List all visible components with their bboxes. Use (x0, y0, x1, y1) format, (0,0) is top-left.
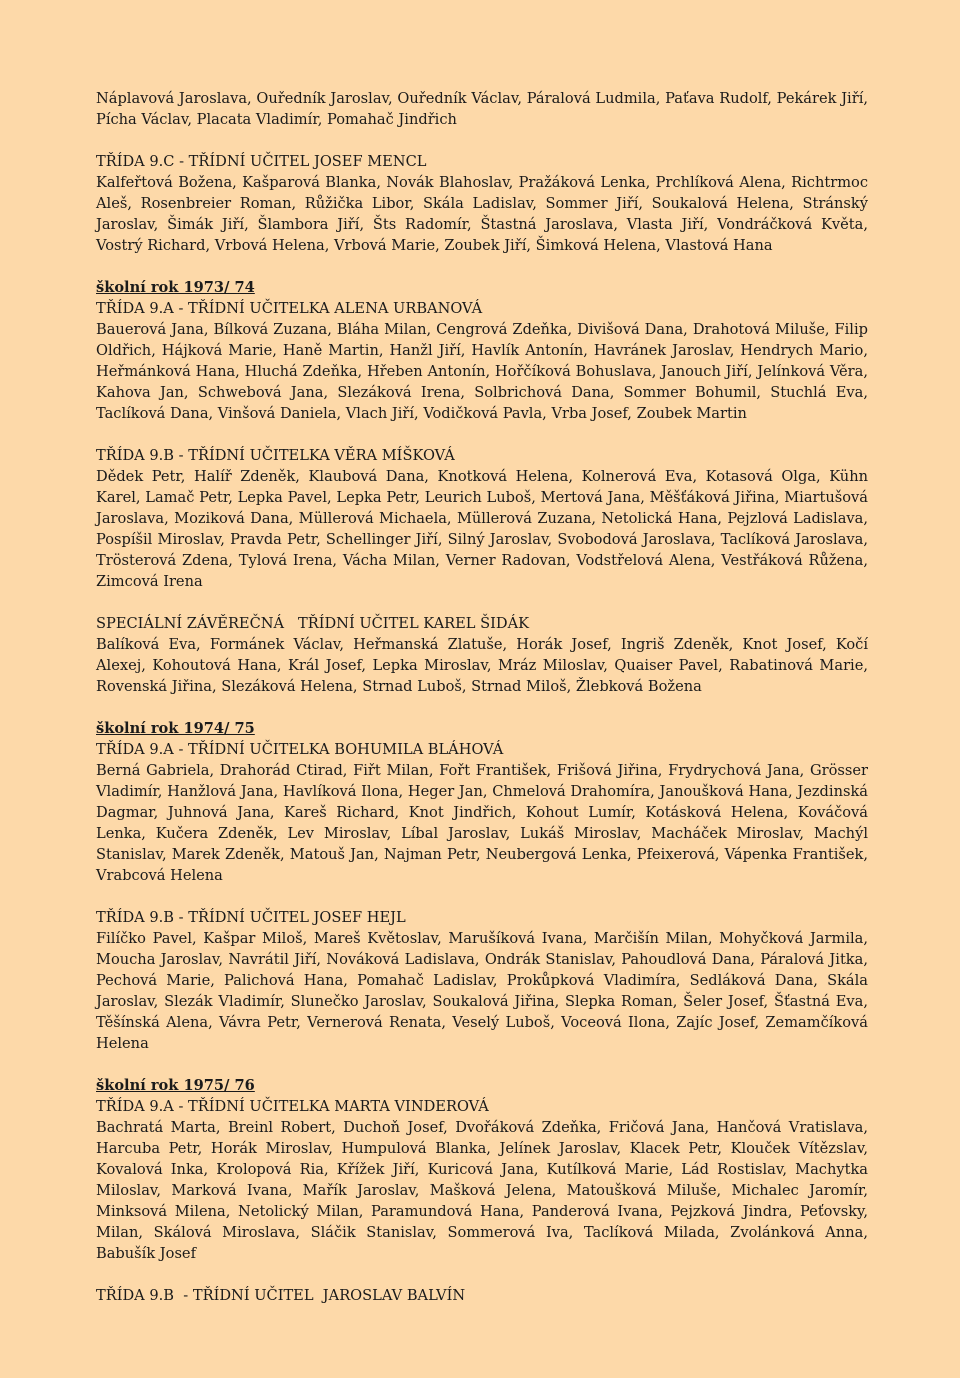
spacer (96, 697, 868, 718)
spacer (96, 886, 868, 907)
special-class-1974-heading: SPECIÁLNÍ ZÁVĚREČNÁ TŘÍDNÍ UČITEL KAREL ŠIDÁK (96, 615, 530, 632)
class-9a-1974-names: Bauerová Jana, Bílková Zuzana, Bláha Milan, Cengrová Zdeňka, Divišová Dana, Drahotová Miluše, Filip Oldřich, Hájková Marie, Haně Martin, Hanžl Jiří, Havlík Antonín, Havránek Jaroslav, Hendrych Mario, Heřmánková Hana, Hluchá Zdeňka, Hřeben Antonín, Hořčíková Bohuslava, Janouch Jiří, Jelínková Věra, Kahova Jan, Schwebová Jana, Slezáková Irena, Solbrichová Dana, Sommer Bohumil, Stuchlá Eva, Taclíková Dana, Vinšová Daniela, Vlach Jiří, Vodičková Pavla, Vrba Josef, Zoubek Martin (96, 321, 868, 422)
spacer (96, 424, 868, 445)
class-9a-1975-heading: TŘÍDA 9.A - TŘÍDNÍ UČITELKA BOHUMILA BLÁHOVÁ (96, 741, 504, 758)
special-class-1974-names: Balíková Eva, Formánek Václav, Heřmanská Zlatuše, Horák Josef, Ingriš Zdeněk, Knot Josef, Kočí Alexej, Kohoutová Hana, Král Josef, Lepka Miroslav, Mráz Miloslav, Quaiser Pavel, Rabatinová Marie, Rovenská Jiřina, Slezáková Helena, Strnad Luboš, Strnad Miloš, Žlebková Božena (96, 636, 868, 695)
class-9a-1975-names: Berná Gabriela, Drahorád Ctirad, Fiřt Milan, Fořt František, Frišová Jiřina, Frydrychová Jana, Grösser Vladimír, Hanžlová Jana, Havlíková Ilona, Heger Jan, Chmelová Drahomíra, Janoušková Hana, Jezdinská Dagmar, Juhnová Jana, Kareš Richard, Knot Jindřich, Kohout Lumír, Kotásková Helena, Kováčová Lenka, Kučera Zdeněk, Lev Miroslav, Líbal Jaroslav, Lukáš Miroslav, Macháček Miroslav, Machýl Stanislav, Marek Zdeněk, Matouš Jan, Najman Petr, Neubergová Lenka, Pfeixerová, Vápenka František, Vrabcová Helena (96, 762, 868, 884)
class-9a-1974-heading: TŘÍDA 9.A - TŘÍDNÍ UČITELKA ALENA URBANOVÁ (96, 300, 483, 317)
spacer (96, 1264, 868, 1285)
spacer (96, 130, 868, 151)
class-9a-1976-names: Bachratá Marta, Breinl Robert, Duchoň Josef, Dvořáková Zdeňka, Fričová Jana, Hančová Vratislava, Harcuba Petr, Horák Miroslav, Humpulová Blanka, Jelínek Jaroslav, Klacek Petr, Klouček Vítězslav, Kovalová Inka, Krolopová Ria, Křížek Jiří, Kuricová Jana, Kutílková Marie, Lád Rostislav, Machytka Miloslav, Marková Ivana, Mařík Jaroslav, Mašková Jelena, Matoušková Miluše, Michalec Jaromír, Minksová Milena, Netolický Milan, Paramundová Hana, Panderová Ivana, Pejzková Jindra, Peťovsky, Milan, Skálová Miroslava, Sláčik Stanislav, Sommerová Iva, Taclíková Milada, Zvolánková Anna, Babušík Josef (96, 1119, 868, 1262)
class-9c-1973-heading: TŘÍDA 9.C - TŘÍDNÍ UČITEL JOSEF MENCL (96, 153, 427, 170)
spacer (96, 256, 868, 277)
document-page (96, 88, 868, 1306)
school-year-1974-75: školní rok 1974/ 75 (96, 720, 255, 737)
class-9b-1974-heading: TŘÍDA 9.B - TŘÍDNÍ UČITELKA VĚRA MÍŠKOVÁ (96, 447, 455, 464)
school-year-1973-74: školní rok 1973/ 74 (96, 279, 255, 296)
class-9a-1976-heading: TŘÍDA 9.A - TŘÍDNÍ UČITELKA MARTA VINDEROVÁ (96, 1098, 489, 1115)
class-9b-1975-heading: TŘÍDA 9.B - TŘÍDNÍ UČITEL JOSEF HEJL (96, 909, 406, 926)
class-9b-1975-names: Filíčko Pavel, Kašpar Miloš, Mareš Květoslav, Marušíková Ivana, Marčišín Milan, Mohyčková Jarmila, Moucha Jaroslav, Navrátil Jiří, Nováková Ladislava, Ondrák Stanislav, Pahoudlová Dana, Páralová Jitka, Pechová Marie, Palichová Hana, Pomahač Ladislav, Prokůpková Vladimíra, Sedláková Dana, Skála Jaroslav, Slezák Vladimír, Slunečko Jaroslav, Soukalová Jiřina, Slepka Roman, Šeler Josef, Šťastná Eva, Těšínská Alena, Vávra Petr, Vernerová Renata, Veselý Luboš, Voceová Ilona, Zajíc Josef, Zemamčíková Helena (96, 930, 868, 1052)
class-9b-1974-names: Dědek Petr, Halíř Zdeněk, Klaubová Dana, Knotková Helena, Kolnerová Eva, Kotasová Olga, Kühn Karel, Lamač Petr, Lepka Pavel, Lepka Petr, Leurich Luboš, Mertová Jana, Měšťáková Jiřina, Miartušová Jaroslava, Moziková Dana, Müllerová Michaela, Müllerová Zuzana, Netolická Hana, Pejzlová Ladislava, Pospíšil Miroslav, Pravda Petr, Schellinger Jiří, Silný Jaroslav, Svobodová Jaroslava, Taclíková Jaroslava, Trösterová Zdena, Tylová Irena, Vácha Milan, Verner Radovan, Vodstřelová Alena, Vestřáková Růžena, Zimcová Irena (96, 468, 868, 590)
spacer (96, 592, 868, 613)
class-9c-1973-names: Kalfeřtová Božena, Kašparová Blanka, Novák Blahoslav, Pražáková Lenka, Prchlíková Alena, Richtrmoc Aleš, Rosenbreier Roman, Růžička Libor, Skála Ladislav, Sommer Jiří, Soukalová Helena, Stránský Jaroslav, Šimák Jiří, Šlambora Jiří, Šts Radomír, Štastná Jaroslava, Vlasta Jiří, Vondráčková Květa, Vostrý Richard, Vrbová Helena, Vrbová Marie, Zoubek Jiří, Šimková Helena, Vlastová Hana (96, 174, 868, 254)
intro-names: Náplavová Jaroslava, Ouředník Jaroslav, Ouředník Václav, Páralová Ludmila, Paťava Rudolf, Pekárek Jiří, Pícha Václav, Placata Vladimír, Pomahač Jindřich (96, 90, 868, 128)
spacer (96, 1054, 868, 1075)
school-year-1975-76: školní rok 1975/ 76 (96, 1077, 255, 1094)
class-9b-1976-heading: TŘÍDA 9.B - TŘÍDNÍ UČITEL JAROSLAV BALVÍN (96, 1287, 466, 1304)
